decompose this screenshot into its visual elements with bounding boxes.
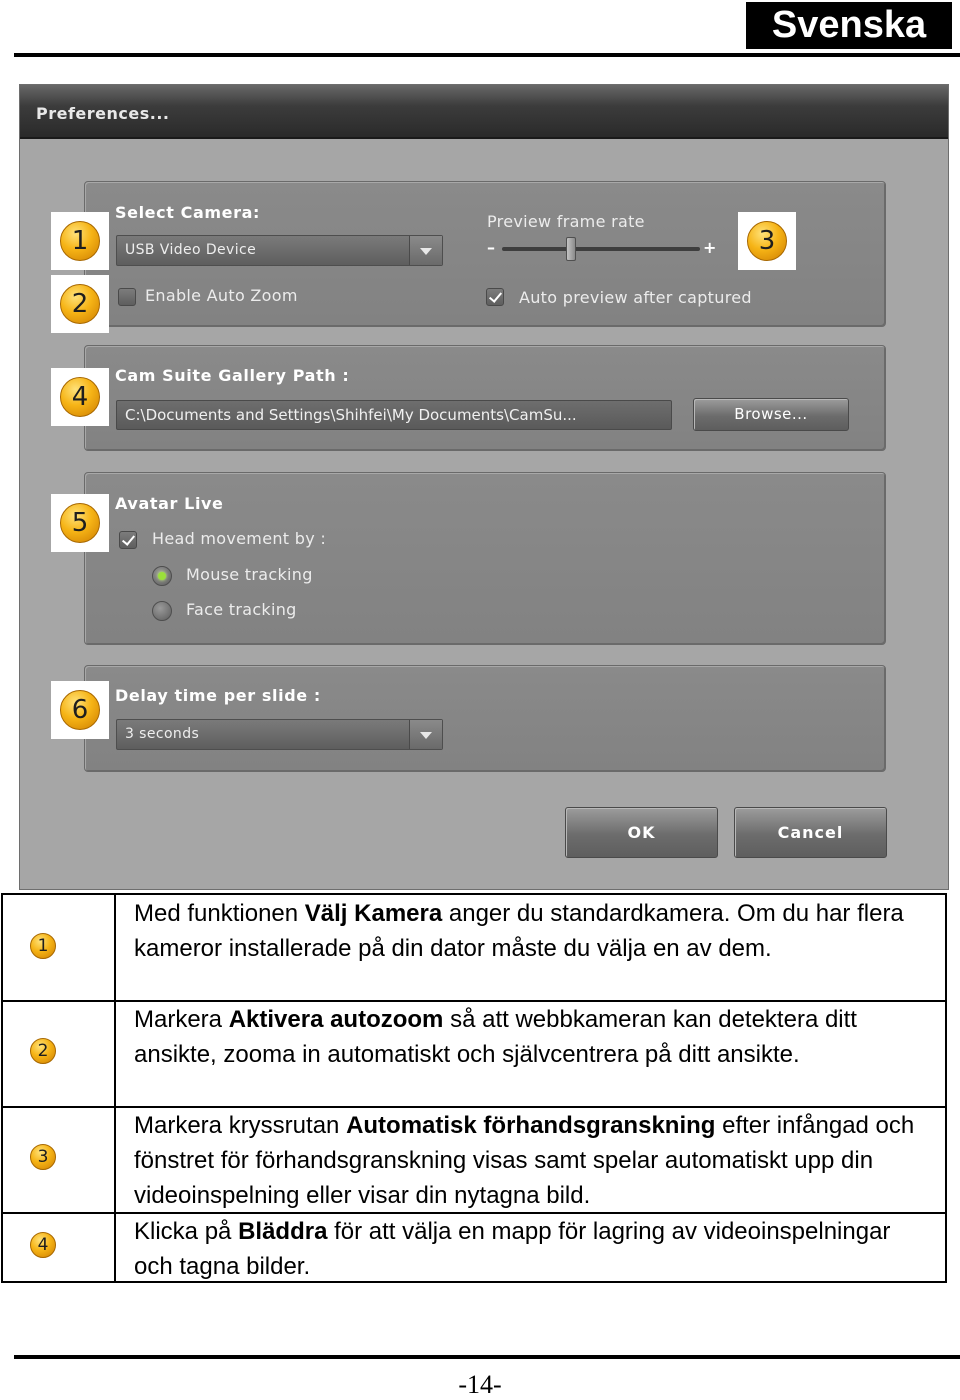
ok-button[interactable]: OK [565,807,718,858]
page-number: -14- [458,1370,502,1399]
number-2-icon: 2 [60,284,100,324]
gallery-path-panel [84,345,886,451]
auto-zoom-checkbox[interactable] [118,288,136,306]
preview-frame-rate-label: Preview frame rate [487,212,645,231]
delay-select-value: 3 seconds [125,726,200,742]
cancel-button[interactable]: Cancel [734,807,887,858]
number-3-icon: 3 [30,1144,56,1170]
frame-rate-slider[interactable] [502,247,700,251]
plus-icon: + [703,238,717,257]
table-row: Markera kryssrutan Automatisk förhandsgranskning efter infångad och fönstret för förhandsgranskning visas samt spelar automatiskt upp din videoinspelning eller visar din nytagna bild. [134,1112,915,1209]
number-1-icon: 1 [30,933,56,959]
callout-badge-5 [51,494,109,552]
delay-time-panel [84,665,886,772]
avatar-live-panel [84,472,886,645]
gallery-path-label: Cam Suite Gallery Path : [115,366,350,385]
chevron-down-icon[interactable] [409,720,442,749]
slider-handle[interactable] [566,237,576,261]
select-camera-label: Select Camera: [115,203,260,222]
minus-icon: – [487,238,495,257]
delay-time-label: Delay time per slide : [115,686,321,705]
avatar-live-label: Avatar Live [115,494,224,513]
browse-button[interactable]: Browse... [693,398,849,431]
callout-badge-4 [51,368,109,426]
table-column-divider [114,895,116,1281]
head-movement-label: Head movement by : [152,529,327,548]
header-rule [14,53,960,57]
chevron-down-icon[interactable] [409,236,442,265]
number-4-icon: 4 [30,1232,56,1258]
language-tab: Svenska [746,2,952,49]
head-movement-checkbox[interactable] [119,531,137,549]
footer-rule [14,1355,960,1359]
callout-badge-2 [51,275,109,333]
mouse-tracking-label: Mouse tracking [186,565,313,584]
number-6-icon: 6 [60,690,100,730]
callout-badge-3 [738,212,796,270]
description-table [1,893,947,1283]
gallery-path-value: C:\Documents and Settings\Shihfei\My Documents\CamSu... [125,406,577,424]
number-1-icon: 1 [60,221,100,261]
delay-select[interactable] [116,719,443,750]
table-row: Klicka på Bläddra för att välja en mapp för lagring av videoinspelningar och tagna bilder. [134,1218,891,1280]
face-tracking-radio[interactable] [152,601,172,621]
number-4-icon: 4 [60,377,100,417]
number-5-icon: 5 [60,503,100,543]
auto-zoom-label: Enable Auto Zoom [145,286,298,305]
table-row: Med funktionen Välj Kamera anger du standardkamera. Om du har flera kameror installerade på din dator måste du välja en av dem. [134,900,904,962]
auto-preview-checkbox[interactable] [486,288,504,306]
camera-select-value: USB Video Device [125,242,257,258]
table-row: Markera Aktivera autozoom så att webbkameran kan detektera ditt ansikte, zooma in automatiskt och självcentrera på ditt ansikte. [134,1006,857,1068]
number-3-icon: 3 [747,221,787,261]
callout-badge-6 [51,681,109,739]
face-tracking-label: Face tracking [186,600,297,619]
dialog-titlebar [20,85,948,139]
dialog-title: Preferences... [36,104,170,123]
gallery-path-field[interactable] [116,400,672,430]
auto-preview-label: Auto preview after captured [519,288,752,307]
camera-select[interactable] [116,235,443,266]
callout-badge-1 [51,212,109,270]
preferences-dialog [19,84,949,890]
number-2-icon: 2 [30,1038,56,1064]
mouse-tracking-radio[interactable] [152,566,172,586]
